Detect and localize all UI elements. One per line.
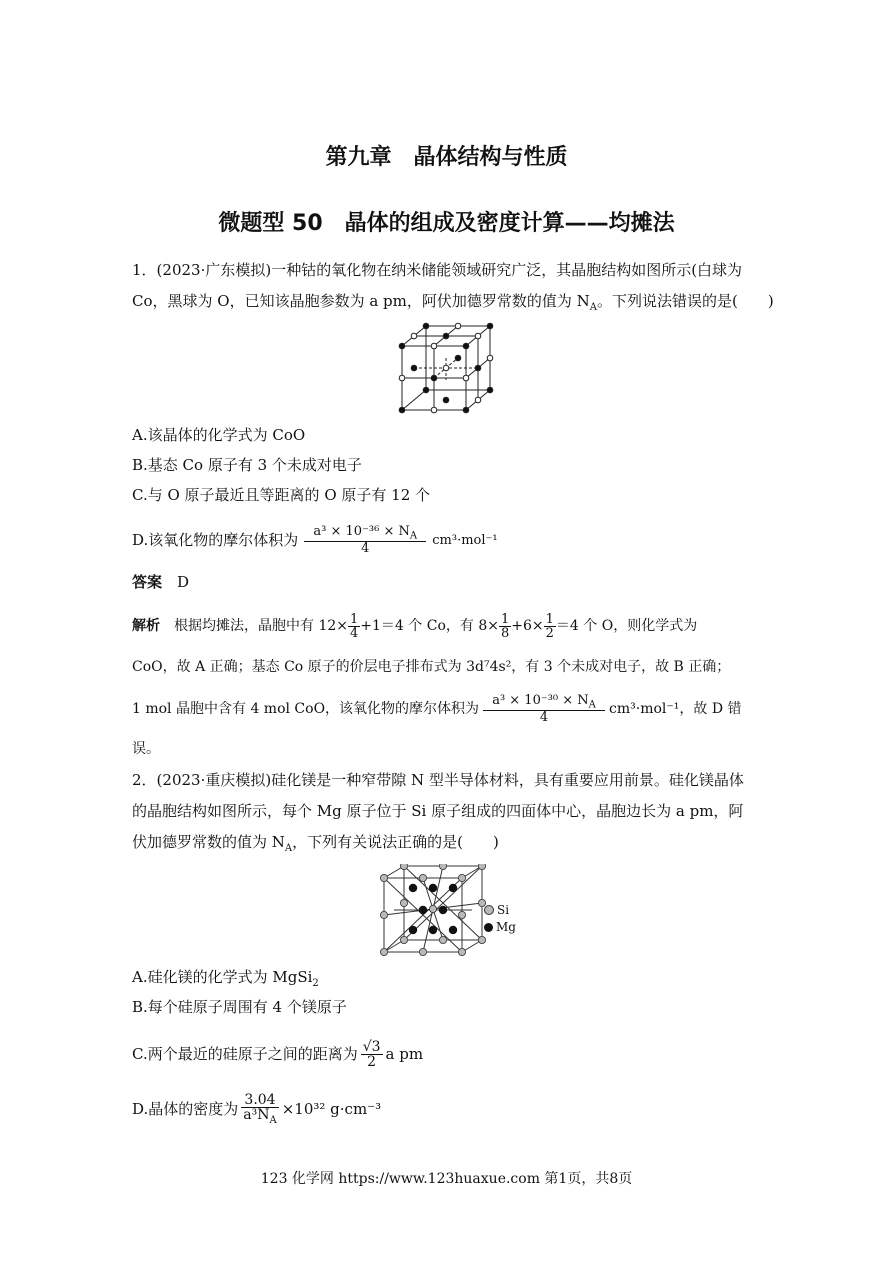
q1-option-a: A.该晶体的化学式为 CoO	[132, 426, 306, 444]
q1-option-b: B.基态 Co 原子有 3 个未成对电子	[132, 456, 362, 474]
legend-si: Si	[484, 904, 509, 916]
q1-line1: 1．(2023·广东模拟)一种钴的氧化物在纳米储能领域研究广泛，其晶胞结构如图所示(白球为	[132, 261, 743, 279]
q2-line3: 伏加德罗常数的值为 $N_A$，下列有关说法正确的是( )	[132, 833, 499, 854]
q1-crystal-figure	[396, 322, 496, 414]
q2-option-d: D.晶体的密度为 $\frac{3.04}{a^3N_A}$ ×10³² g·cm⁻³	[132, 1091, 382, 1126]
section-title: 微题型 50 晶体的组成及密度计算——均摊法	[218, 211, 675, 236]
q2-line1: 2．(2023·重庆模拟)硅化镁是一种窄带隙 N 型半导体材料，具有重要应用前景。硅化镁晶体	[132, 771, 744, 789]
q1-option-c: C.与 O 原子最近且等距离的 O 原子有 12 个	[132, 486, 431, 504]
q2-option-b: B.每个硅原子周围有 4 个镁原子	[132, 998, 347, 1016]
q1-answer: 答案 D	[132, 573, 190, 591]
q2-option-a: A.硅化镁的化学式为 MgSi$_2$	[132, 968, 319, 989]
q2-line2: 的晶胞结构如图所示，每个 Mg 原子位于 Si 原子组成的四面体中心，晶胞边长为 a pm，阿	[132, 802, 744, 820]
chapter-title: 第九章 晶体结构与性质	[325, 145, 568, 170]
q1-analysis-line1: 解析 根据均摊法，晶胞中有 12× $\frac{1}{4}$ +1＝4 个 Co，有 8× $\frac{1}{8}$ +6× $\frac{1}{2}$ ＝4 个 O，则化学式为	[132, 611, 698, 641]
q2-crystal-figure	[380, 864, 490, 956]
q1-line2: Co，黑球为 O，已知该晶胞参数为 a pm，阿伏加德罗常数的值为 $N_A$。下列说法错误的是( )	[132, 292, 774, 313]
legend-mg: Mg	[484, 921, 516, 933]
q1-analysis-line3: 1 mol 晶胞中含有 4 mol CoO，该氧化物的摩尔体积为 $\frac{a^3 \times 10^{-30} \times N_A}{4}$ cm³·mol⁻¹，故 D 错	[132, 692, 742, 726]
q2-option-c: C.两个最近的硅原子之间的距离为 $\frac{√3}{2}$ a pm	[132, 1038, 424, 1070]
q1-analysis-line2: CoO，故 A 正确；基态 Co 原子的价层电子排布式为 3d⁷4s²，有 3 个未成对电子，故 B 正确；	[132, 659, 731, 675]
page-footer: 123 化学网 https://www.123huaxue.com 第1页，共8页	[260, 1171, 633, 1187]
q1-analysis-line4: 误。	[132, 741, 160, 757]
q1-option-d: D.该氧化物的摩尔体积为 $\frac{a^3 \times 10^{-36} \times N_A}{4}$ cm³·mol⁻¹	[132, 523, 498, 557]
